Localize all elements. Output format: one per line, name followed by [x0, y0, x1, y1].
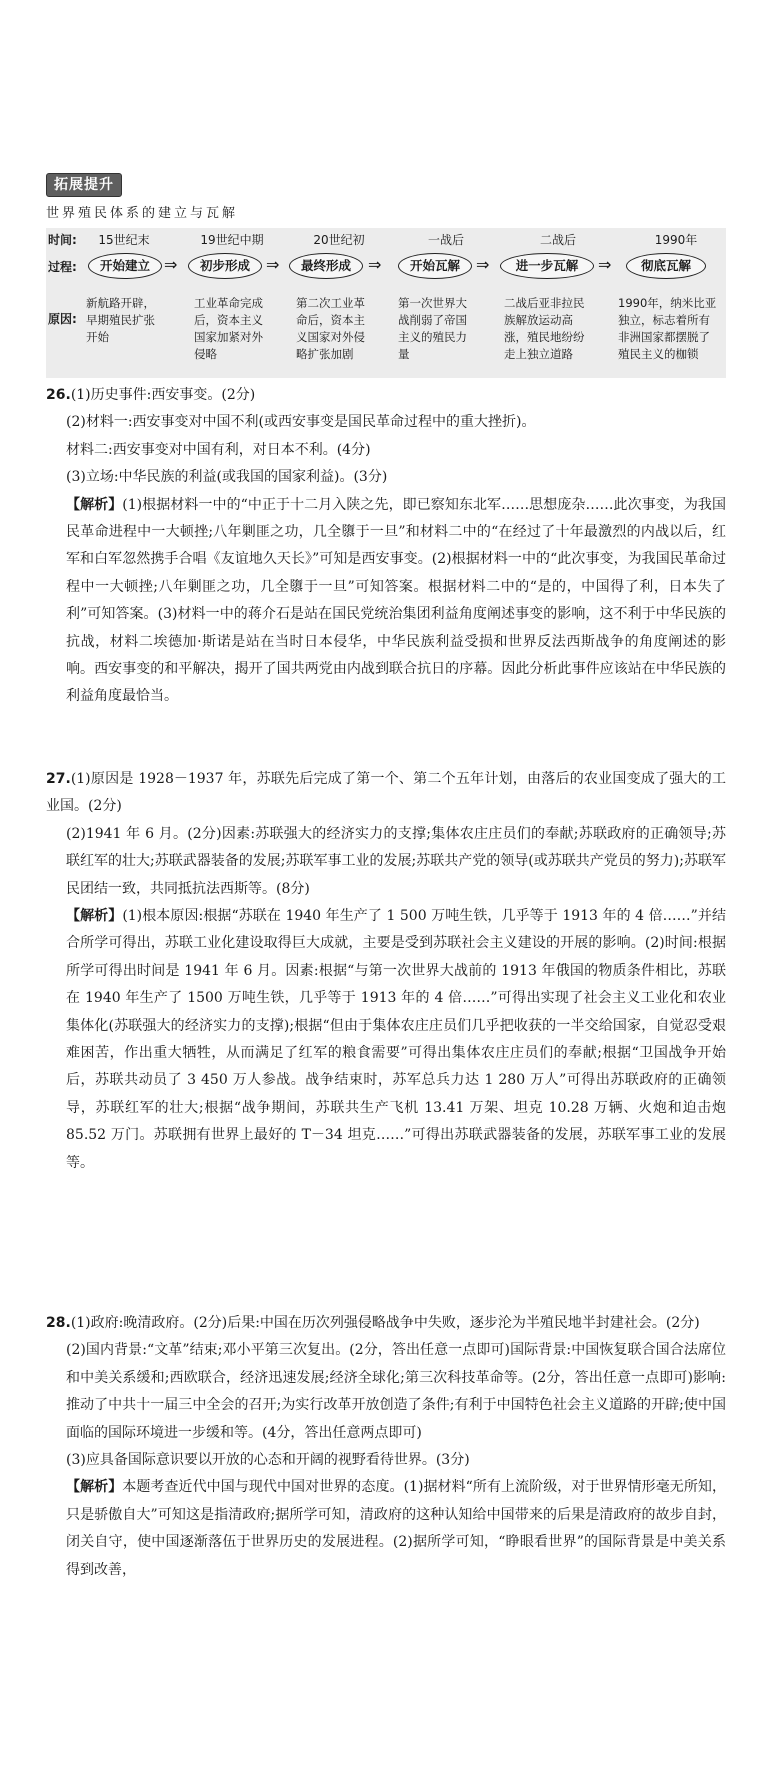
row-label-process: 过程: — [48, 260, 77, 274]
question-number: 28. — [46, 1315, 71, 1331]
answer-text: (3)应具备国际意识要以开放的心态和开阔的视野看待世界。(3分) — [66, 1452, 470, 1469]
arrow-icon: ⇒ — [266, 255, 280, 274]
question-number: 26. — [46, 387, 71, 403]
answer-text: (1)政府:晚清政府。(2分)后果:中国在历次列强侵略战争中失败，逐步沦为半殖民地半封建社会。(2分) — [70, 1315, 700, 1331]
analysis-label: 【解析】 — [66, 908, 123, 925]
arrow-icon: ⇒ — [368, 255, 382, 274]
answer-text: (2)国内背景:“文革”结束;邓小平第三次复出。(2分，答出任意一点即可)国际背景:中国恢复联合国合法席位和中美关系缓和;西欧联合，经济迅速发展;经济全球化;第三次科技革命等。(2分，答出任意一点即可)影响:推动了中共十一届三中全会的召开;为实行改革开放创造了条件;有利于中国特色社会主义道路的开辟;使中国面临的国际环境进一步缓和等。(4分，答出任意两点即可) — [66, 1342, 726, 1441]
question-number: 27. — [46, 771, 71, 787]
cause-3: 第二次工业革命后，资本主义国家对外侵略扩张加剧 — [296, 296, 365, 361]
timeline-subtitle: 世界殖民体系的建立与瓦解 — [46, 206, 239, 221]
analysis-label: 【解析】 — [66, 496, 123, 513]
answer-text: (1)原因是 1928－1937 年，苏联先后完成了第一个、第二个五年计划，由落后的农业国变成了强大的工业国。(2分) — [46, 771, 726, 815]
time-6: 1990年 — [654, 233, 698, 247]
cause-6: 1990年，纳米比亚独立，标志着所有非洲国家都摆脱了殖民主义的枷锁 — [618, 296, 717, 361]
answer-text: (1)历史事件:西安事变。(2分) — [70, 387, 256, 403]
question-28 — [46, 1310, 726, 1584]
answer-text: (2)1941 年 6 月。(2分)因素:苏联强大的经济实力的支撑;集体农庄庄员们的奉献;苏联政府的正确领导;苏联红军的壮大;苏联武器装备的发展;苏联军事工业的发展;苏联共产党的领导(或苏联共产党员的努力);苏联军民团结一致，共同抵抗法西斯等。(8分) — [66, 825, 726, 897]
arrow-icon: ⇒ — [476, 255, 490, 274]
stage-2: 初步形成 — [188, 253, 262, 279]
analysis-text: (1)根据材料一中的“中正于十二月入陕之先，即已察知东北军……思想庞杂……此次事变，为我国民革命进程中一大顿挫;八年剿匪之功，几全隳于一旦”和材料二中的“在经过了十年最激烈的内战以后，红军和白军忽然携手合唱《友谊地久天长》”可知是西安事变。(2)根据材料一中的“此次事变，为我国民革命过程中一大顿挫;八年剿匪之功，几全隳于一旦”可知答案。根据材料二中的“是的，中国得了利，日本失了利”可知答案。(3)材料一中的蒋介石是站在国民党统治集团利益角度阐述事变的影响，这不利于中华民族的抗战，材料二埃德加·斯诺是站在当时日本侵华，中华民族利益受损和世界反法西斯战争的角度阐述的影响。西安事变的和平解决，揭开了国共两党由内战到联合抗日的序幕。因此分析此事件应该站在中华民族的利益角度最恰当。 — [66, 496, 726, 705]
time-1: 15世纪末 — [98, 233, 150, 247]
question-26 — [46, 382, 726, 711]
stage-1: 开始建立 — [88, 253, 162, 279]
timeline-table — [46, 228, 726, 378]
time-5: 二战后 — [539, 233, 576, 247]
stage-4: 开始瓦解 — [398, 253, 472, 279]
stage-3: 最终形成 — [289, 253, 363, 279]
answer-text: (3)立场:中华民族的利益(或我国的国家利益)。(3分) — [66, 469, 388, 486]
time-3: 20世纪初 — [313, 233, 365, 247]
cause-5: 二战后亚非拉民族解放运动高涨，殖民地纷纷走上独立道路 — [504, 296, 585, 361]
stage-6: 彻底瓦解 — [626, 253, 706, 279]
cause-2: 工业革命完成后，资本主义国家加紧对外侵略 — [194, 296, 263, 361]
stage-5: 进一步瓦解 — [500, 253, 594, 279]
row-label-cause: 原因: — [48, 312, 77, 326]
arrow-icon: ⇒ — [164, 255, 178, 274]
time-4: 一战后 — [427, 233, 464, 247]
cause-4: 第一次世界大战削弱了帝国主义的殖民力量 — [398, 296, 467, 361]
analysis-text: 本题考查近代中国与现代中国对世界的态度。(1)据材料“所有上流阶级，对于世界情形毫无所知，只是骄傲自大”可知这是指清政府;据所学可知，清政府的这种认知给中国带来的后果是清政府的故步自封，闭关自守，使中国逐渐落伍于世界历史的发展进程。(2)据所学可知，“睁眼看世界”的国际背景是中美关系得到改善， — [66, 1479, 726, 1578]
question-27 — [46, 766, 726, 1177]
answer-text: 材料二:西安事变对中国有利，对日本不利。(4分) — [66, 441, 371, 458]
analysis-text: (1)根本原因:根据“苏联在 1940 年生产了 1 500 万吨生铁，几乎等于 1913 年的 4 倍……”并结合所学可得出，苏联工业化建设取得巨大成就，主要是受到苏联社会主义建设的开展的影响。(2)时间:根据所学可得出时间是 1941 年 6 月。因素:根据“与第一次世界大战前的 1913 年俄国的物质条件相比，苏联在 1940 年生产了 1500 万吨生铁，几乎等于 1913 年的 4 倍……”可得出实现了社会主义工业化和农业集体化(苏联强大的经济实力的支撑);根据“但由于集体农庄庄员们几乎把收获的一半交给国家，自觉忍受艰难困苦，作出重大牺牲，从而满足了红军的粮食需要”可得出集体农庄庄员们的奉献;根据“卫国战争开始后，苏联共动员了 3 450 万人参战。战争结束时，苏军总兵力达 1 280 万人”可得出苏联政府的正确领导，苏联红军的壮大;根据“战争期间，苏联共生产飞机 13.41 万架、坦克 10.28 万辆、火炮和迫击炮 85.52 万门。苏联拥有世界上最好的 T－34 坦克……”可得出苏联武器装备的发展，苏联军事工业的发展等。 — [66, 908, 726, 1171]
row-label-time: 时间: — [48, 233, 77, 247]
cause-1: 新航路开辟，早期殖民扩张开始 — [86, 296, 155, 344]
arrow-icon: ⇒ — [598, 255, 612, 274]
analysis-label: 【解析】 — [66, 1479, 123, 1496]
time-2: 19世纪中期 — [200, 233, 264, 247]
section-tag: 拓展提升 — [46, 173, 122, 197]
answer-text: (2)材料一:西安事变对中国不利(或西安事变是国民革命过程中的重大挫折)。 — [66, 414, 536, 431]
